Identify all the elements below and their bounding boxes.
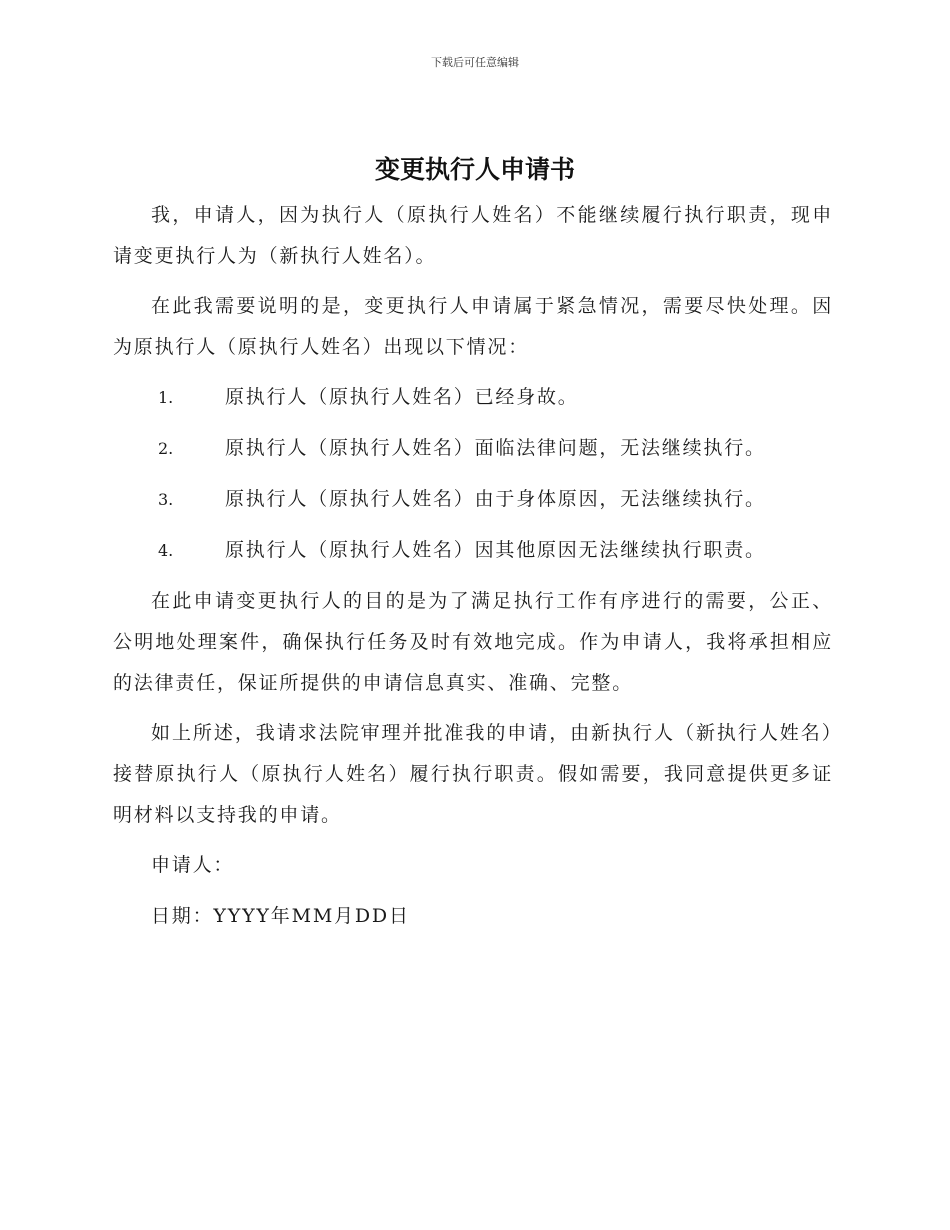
list-text: 原执行人（原执行人姓名）已经身故。 <box>225 386 579 408</box>
paragraph-urgent: 在此我需要说明的是，变更执行人申请属于紧急情况，需要尽快处理。因为原执行人（原执行人姓名）出现以下情况： <box>113 295 833 358</box>
date-line: 日期：YYYY年MM月DD日 <box>151 905 410 927</box>
list-text: 原执行人（原执行人姓名）由于身体原因，无法继续执行。 <box>225 488 766 510</box>
paragraph-request: 如上所述，我请求法院审理并批准我的申请，由新执行人（新执行人姓名）接替原执行人（原执行人姓名）履行执行职责。假如需要，我同意提供更多证明材料以支持我的申请。 <box>113 722 833 826</box>
document-body <box>113 195 833 947</box>
applicant-line: 申请人： <box>151 854 235 876</box>
paragraph-purpose: 在此申请变更执行人的目的是为了满足执行工作有序进行的需要，公正、公明地处理案件，确保执行任务及时有效地完成。作为申请人，我将承担相应的法律责任，保证所提供的申请信息真实、准确、完整。 <box>113 590 833 694</box>
list-number: 2. <box>158 439 174 458</box>
list-item <box>113 377 833 418</box>
list-text: 原执行人（原执行人姓名）面临法律问题，无法继续执行。 <box>225 437 766 459</box>
list-item <box>113 428 833 469</box>
list-item <box>113 479 833 520</box>
page-title: 变更执行人申请书 <box>374 155 575 184</box>
list-number: 4. <box>158 541 174 560</box>
paragraph-intro: 我，申请人，因为执行人（原执行人姓名）不能继续履行执行职责，现申请变更执行人为（新执行人姓名）。 <box>113 204 833 267</box>
header-note: 下载后可任意编辑 <box>431 56 519 69</box>
list-number: 1. <box>158 388 174 407</box>
list-item <box>113 530 833 571</box>
list-text: 原执行人（原执行人姓名）因其他原因无法继续执行职责。 <box>225 539 766 561</box>
list-number: 3. <box>158 490 174 509</box>
